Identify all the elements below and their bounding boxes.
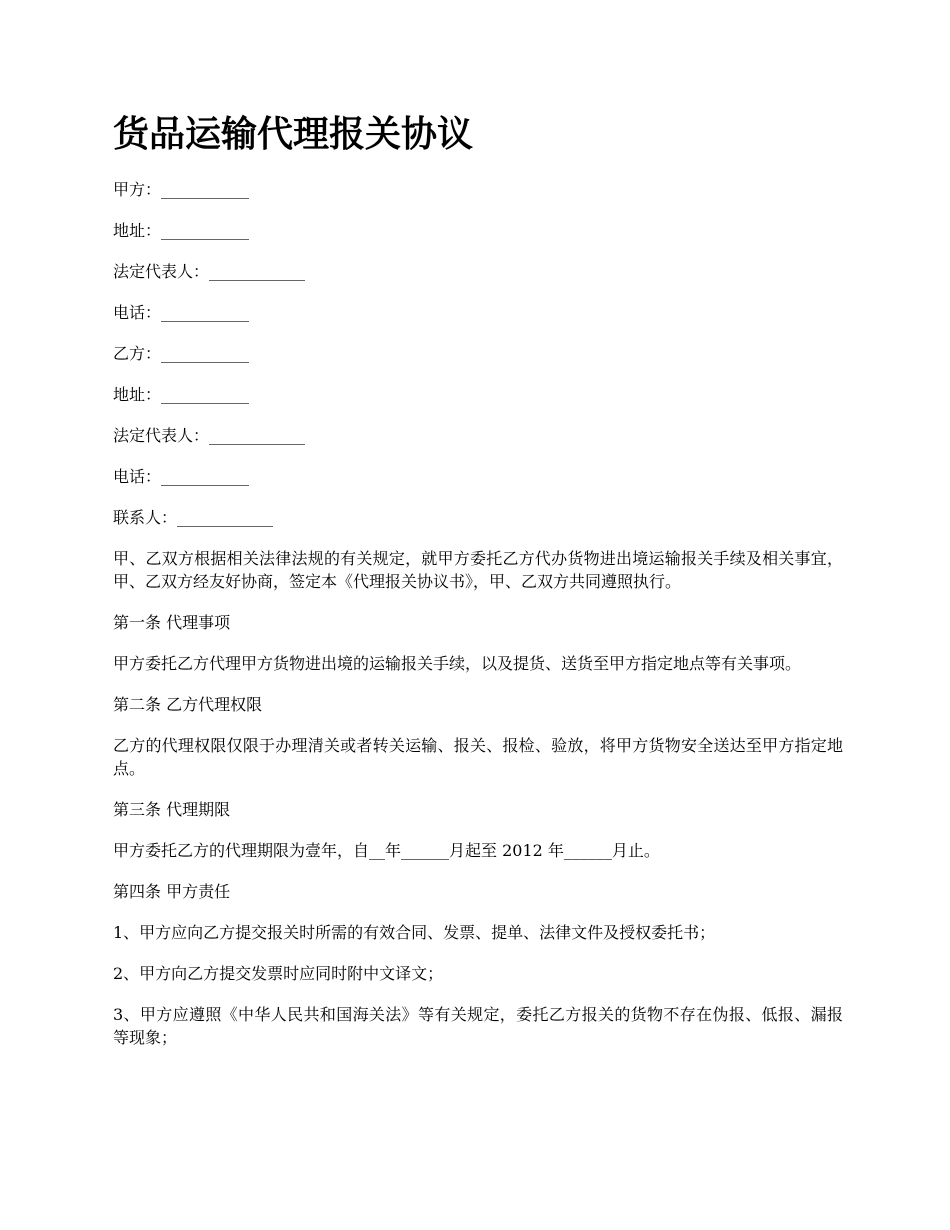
article-1-heading: 第一条 代理事项 xyxy=(113,613,231,632)
party-b-phone-field: 电话：___________ xyxy=(113,467,250,486)
article-3-body: 甲方委托乙方的代理期限为壹年，自__年______月起至 2012 年______月止。 xyxy=(113,841,660,860)
party-b-contact-field: 联系人：____________ xyxy=(113,508,274,527)
article-2-body: 乙方的代理权限仅限于办理清关或者转关运输、报关、报检、验放，将甲方货物安全送达至甲方指定地点。 xyxy=(113,736,843,778)
article-3-heading: 第三条 代理期限 xyxy=(113,800,231,819)
article-4-heading: 第四条 甲方责任 xyxy=(113,882,231,901)
party-a-phone-field: 电话：___________ xyxy=(113,303,250,322)
article-4-item-3: 3、甲方应遵照《中华人民共和国海关法》等有关规定，委托乙方报关的货物不存在伪报、低报、漏报等现象； xyxy=(113,1005,843,1047)
party-a-legal-rep-field: 法定代表人：____________ xyxy=(113,262,306,281)
article-4-item-1: 1、甲方应向乙方提交报关时所需的有效合同、发票、提单、法律文件及授权委托书； xyxy=(113,923,716,942)
preamble-paragraph: 甲、乙双方根据相关法律法规的有关规定，就甲方委托乙方代办货物进出境运输报关手续及相关事宜，甲、乙双方经友好协商，签定本《代理报关协议书》，甲、乙双方共同遵照执行。 xyxy=(113,549,843,591)
article-4-item-2: 2、甲方向乙方提交发票时应同时附中文译文； xyxy=(113,964,444,983)
document-title: 货品运输代理报关协议 xyxy=(113,114,474,155)
party-b-address-field: 地址：___________ xyxy=(113,385,250,404)
article-1-body: 甲方委托乙方代理甲方货物进出境的运输报关手续，以及提货、送货至甲方指定地点等有关事项。 xyxy=(113,654,802,673)
party-a-address-field: 地址：___________ xyxy=(113,221,250,240)
party-b-legal-rep-field: 法定代表人：____________ xyxy=(113,426,306,445)
document-page xyxy=(113,112,843,1067)
party-b-name-field: 乙方：___________ xyxy=(113,344,250,363)
party-a-name-field: 甲方：___________ xyxy=(113,180,250,199)
article-2-heading: 第二条 乙方代理权限 xyxy=(113,695,263,714)
